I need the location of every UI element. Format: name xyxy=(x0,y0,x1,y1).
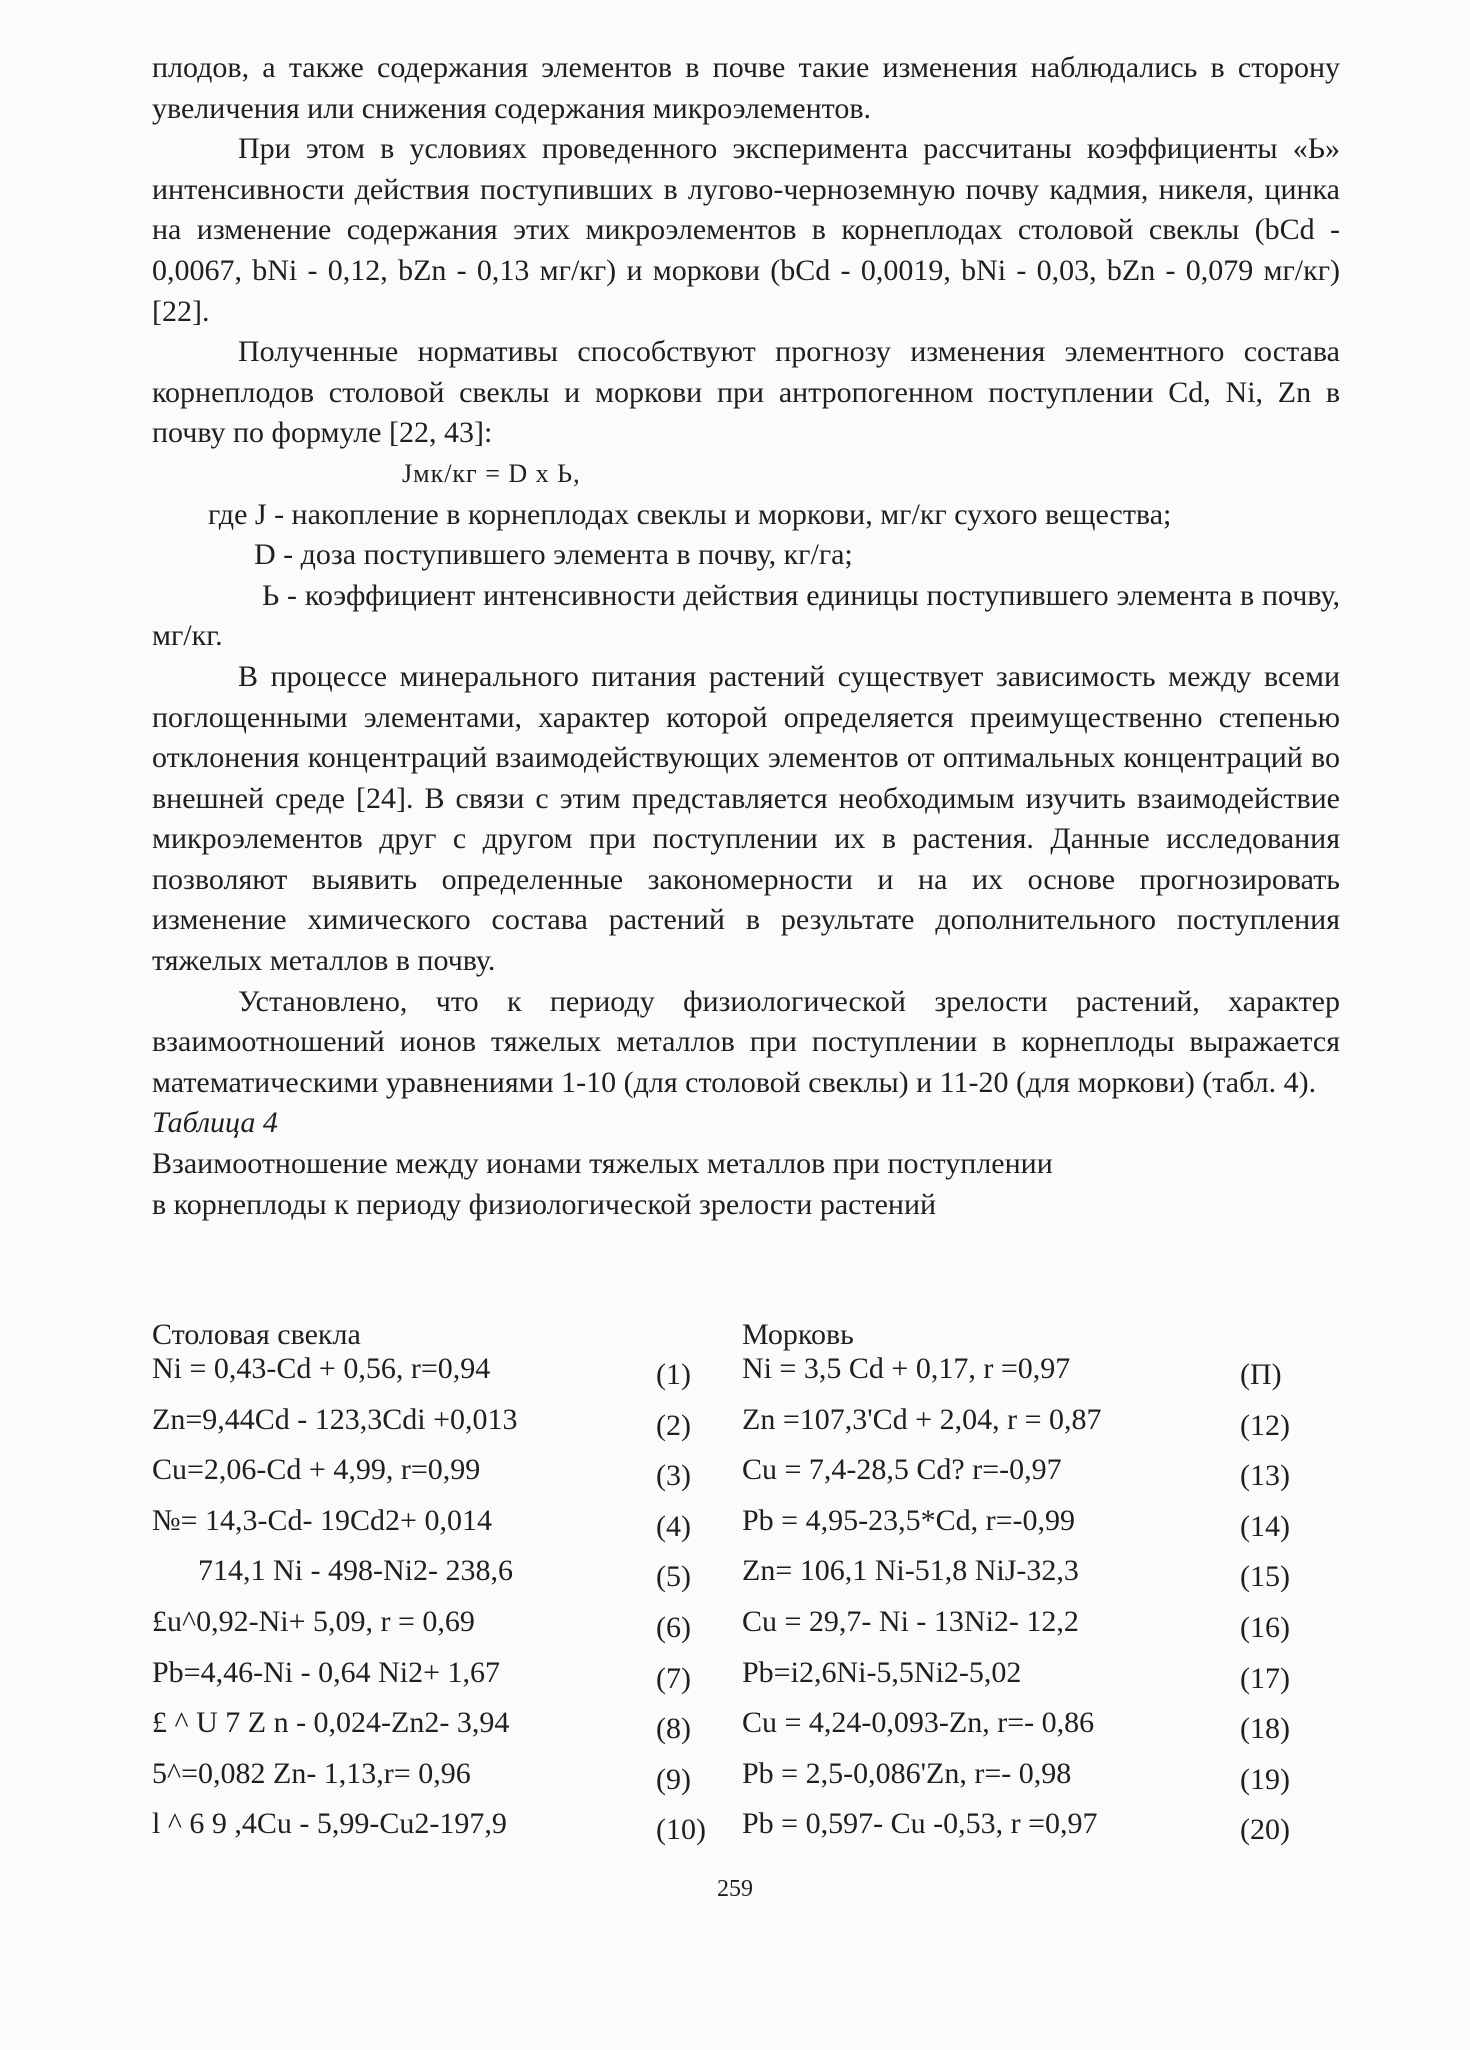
table-caption-line2: в корнеплоды к периоду физиологической зрелости растений xyxy=(152,1187,937,1221)
definition-b: Ь - коэффициент интенсивности действия единицы поступившего элемента в почву, мг/кг. xyxy=(152,578,1340,653)
table-row xyxy=(152,1605,1342,1655)
equation-beet: Cu=2,06-Cd + 4,99, r=0,99 xyxy=(152,1453,481,1487)
equation-number-carrot: (П) xyxy=(1240,1358,1282,1391)
equation-number-beet: (2) xyxy=(656,1408,691,1442)
table-row xyxy=(152,1504,1342,1554)
table-row xyxy=(152,1656,1342,1706)
equation-beet: Pb=4,46-Ni - 0,64 Ni2+ 1,67 xyxy=(152,1655,501,1689)
equation-beet: Ni = 0,43-Cd + 0,56, r=0,94 xyxy=(152,1352,491,1385)
equation-number-beet: (5) xyxy=(656,1560,691,1594)
equation-beet: №= 14,3-Cd- 19Cd2+ 0,014 xyxy=(152,1503,492,1537)
table-row xyxy=(152,1352,1342,1402)
equation-beet: £u^0,92-Ni+ 5,09, r = 0,69 xyxy=(152,1605,475,1638)
equation-carrot: Cu = 4,24-0,093-Zn, r=- 0,86 xyxy=(742,1706,1095,1740)
table-row xyxy=(152,1403,1342,1453)
equation-number-carrot: (16) xyxy=(1240,1611,1290,1644)
table-row xyxy=(152,1453,1342,1503)
column-header-carrot: Морковь xyxy=(742,1318,854,1351)
definition-j: где J - накопление в корнеплодах свеклы и моркови, мг/кг сухого вещества; xyxy=(208,497,1172,531)
equation-number-beet: (9) xyxy=(656,1762,691,1796)
page-number: 259 xyxy=(717,1876,753,1902)
table-row xyxy=(152,1554,1342,1604)
equation-beet: £ ^ U 7 Z n - 0,024-Zn2- 3,94 xyxy=(152,1706,510,1740)
equation-number-beet: (10) xyxy=(656,1813,706,1847)
equation-carrot: Pb = 4,95-23,5*Cd, r=-0,99 xyxy=(742,1503,1076,1537)
equation-carrot: Cu = 29,7- Ni - 13Ni2- 12,2 xyxy=(742,1605,1079,1638)
equation-number-beet: (4) xyxy=(656,1509,691,1543)
table-label: Таблица 4 xyxy=(152,1106,278,1140)
equation-number-beet: (8) xyxy=(656,1712,691,1746)
equation-number-beet: (7) xyxy=(656,1661,691,1695)
equation-beet: 5^=0,082 Zn- 1,13,r= 0,96 xyxy=(152,1756,471,1790)
equation-number-carrot: (15) xyxy=(1240,1560,1290,1594)
column-header-beet: Столовая свекла xyxy=(152,1318,361,1351)
equation-number-beet: (6) xyxy=(656,1611,691,1644)
equation-beet: 714,1 Ni - 498-Ni2- 238,6 xyxy=(198,1554,513,1588)
equation-carrot: Ni = 3,5 Cd + 0,17, r =0,97 xyxy=(742,1352,1071,1385)
equation-number-beet: (1) xyxy=(656,1358,691,1391)
table-row xyxy=(152,1807,1342,1857)
paragraph-coefficients: При этом в условиях проведенного эксперимента рассчитаны коэффициенты «Ь» интенсивности действия поступивших в лугово-черноземную почву кадмия, никеля, цинка на изменение содержания этих микроэлементов в корнеплодах столовой свеклы (bCd - 0,0067, bNi - 0,12, bZn - 0,13 мг/кг) и моркови (bCd - 0,0019, bNi - 0,03, bZn - 0,079 мг/кг) [22]. xyxy=(152,132,1340,328)
table-row xyxy=(152,1757,1342,1807)
equation-beet: l ^ 6 9 ,4Cu - 5,99-Cu2-197,9 xyxy=(152,1807,507,1841)
paragraph-mineral-nutrition: В процессе минерального питания растений существует зависимость между всеми поглощенными элементами, характер которой определяется преимущественно степенью отклонения концентраций взаимодействующих элементов от оптимальных концентраций во внешней среде [24]. В связи с этим представляется необходимым изучить взаимодействие микроэлементов друг с другом при поступлении их в растения. Данные исследования позволяют выявить определенные закономерности и на их основе прогнозировать изменение химического состава растений в результате дополнительного поступления тяжелых металлов в почву. xyxy=(152,659,1340,978)
equation-number-carrot: (14) xyxy=(1240,1509,1290,1543)
definition-d: D - доза поступившего элемента в почву, кг/га; xyxy=(254,538,853,572)
equation-number-carrot: (19) xyxy=(1240,1762,1290,1796)
equation-carrot: Pb=i2,6Ni-5,5Ni2-5,02 xyxy=(742,1655,1022,1689)
equation-number-carrot: (18) xyxy=(1240,1712,1290,1746)
equation-carrot: Zn =107,3'Cd + 2,04, r = 0,87 xyxy=(742,1402,1102,1436)
equation-number-beet: (3) xyxy=(656,1459,691,1493)
equation-beet: Zn=9,44Cd - 123,3Cdi +0,013 xyxy=(152,1402,518,1436)
formula: Jмк/кг = D x Ь, xyxy=(402,458,581,488)
equation-carrot: Pb = 2,5-0,086'Zn, r=- 0,98 xyxy=(742,1756,1072,1790)
paragraph-established: Установлено, что к периоду физиологической зрелости растений, характер взаимоотношений ионов тяжелых металлов при поступлении в корнеплоды выражается математическими уравнениями 1-10 (для столовой свеклы) и 11-20 (для моркови) (табл. 4). xyxy=(152,984,1340,1099)
equation-number-carrot: (17) xyxy=(1240,1661,1290,1695)
equation-carrot: Zn= 106,1 Ni-51,8 NiJ-32,3 xyxy=(742,1554,1079,1588)
equation-number-carrot: (13) xyxy=(1240,1459,1290,1493)
body-text xyxy=(152,48,1340,1225)
table-caption-line1: Взаимоотношение между ионами тяжелых металлов при поступлении xyxy=(152,1147,1053,1181)
equation-carrot: Cu = 7,4-28,5 Cd? r=-0,97 xyxy=(742,1453,1062,1487)
equation-number-carrot: (12) xyxy=(1240,1408,1290,1442)
paragraph-norms: Полученные нормативы способствуют прогнозу изменения элементного состава корнеплодов столовой свеклы и моркови при антропогенном поступлении Cd, Ni, Zn в почву по формуле [22, 43]: xyxy=(152,335,1340,450)
equation-carrot: Pb = 0,597- Cu -0,53, r =0,97 xyxy=(742,1807,1098,1841)
paragraph-continuation: плодов, а также содержания элементов в почве такие изменения наблюдались в сторону увеличения или снижения содержания микроэлементов. xyxy=(152,51,1340,125)
table-row xyxy=(152,1706,1342,1756)
equation-number-carrot: (20) xyxy=(1240,1813,1290,1847)
